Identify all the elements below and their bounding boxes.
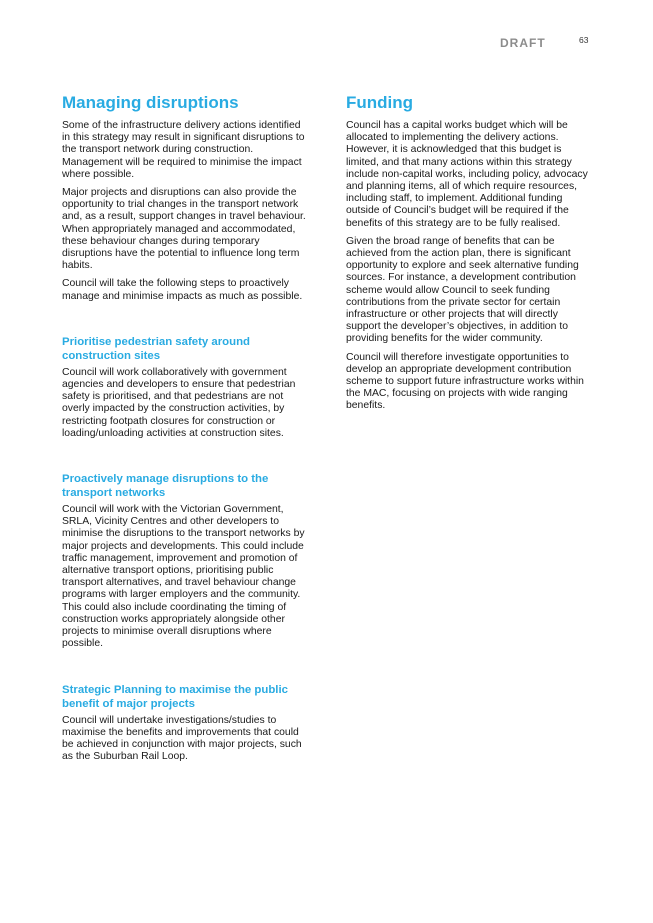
section-body: Council will work collaboratively with government agencies and developers to ensure that pedestrian safety is prioritised, and that pedestrians are not overly impacted by the construction activities, by restricting footpath closures for construction or loading/unloading activities at construction sites.: [62, 366, 296, 439]
funding-paragraph: Council will therefore investigate opportunities to develop an appropriate development contribution scheme to support future infrastructure works within the MAC, focusing on projects with wide ranging benefits.: [346, 351, 584, 412]
funding-paragraph: Council has a capital works budget which will be allocated to implementing the delivery actions. However, it is acknowledged that this budget is limited, and that many actions within this strategy include non-capital works, including policy, advocacy and planning items, all of which require resources, including staff, to implement. Additional funding outside of Council’s budget will be required if the benefits of this strategy are to be fully realised.: [346, 120, 588, 229]
subheading-strategic-planning: Strategic Planning to maximise the public benefit of major projects: [62, 683, 288, 710]
section-title-managing-disruptions: Managing disruptions: [62, 93, 239, 112]
draft-watermark-label: DRAFT: [500, 36, 546, 50]
spacer: [62, 309, 310, 335]
subheading-pedestrian-safety: Prioritise pedestrian safety around construction sites: [62, 335, 251, 362]
left-column: [62, 93, 310, 769]
subheading-manage-disruptions: Proactively manage disruptions to the transport networks: [62, 473, 269, 500]
page-number: 63: [579, 35, 589, 45]
section-body: Council will undertake investigations/studies to maximise the benefits and improvements that could be achieved in conjunction with major projects, such as the Suburban Rail Loop.: [62, 714, 302, 763]
section-title-funding: Funding: [346, 93, 414, 112]
intro-paragraph: Some of the infrastructure delivery actions identified in this strategy may result in significant disruptions to the transport network during construction. Management will be required to minimise the impact where possible.: [62, 120, 305, 180]
intro-paragraph: Council will take the following steps to proactively manage and minimise impacts as much as possible.: [62, 278, 303, 302]
section-body: Council will work with the Victorian Government, SRLA, Vicinity Centres and other developers to minimise the disruptions to the transport networks by major projects and developments. This could include traffic management, improvement and promotion of alternative transport options, prioritising public transport alternatives, and travel behaviour change programs with larger employers and the community. This could also include coordinating the timing of construction works appropriately alongside other projects to minimise overall disruptions where possible.: [62, 504, 305, 650]
funding-paragraph: Given the broad range of benefits that can be achieved from the action plan, there is significant opportunity to explore and seek alternative funding sources. For instance, a development contribution scheme would allow Council to seek funding contributions from the private sector for certain infrastructure or other projects that will directly support the developer’s objectives, in addition to providing benefits for the wider community.: [346, 235, 579, 345]
intro-paragraph: Major projects and disruptions can also provide the opportunity to trial changes in the transport network and, as a result, support changes in travel behaviour. When appropriately managed and accommodated, these behaviour changes during temporary disruptions have the potential to influence long term habits.: [62, 187, 306, 272]
spacer: [62, 657, 310, 683]
right-column: [346, 93, 594, 419]
spacer: [62, 446, 310, 472]
